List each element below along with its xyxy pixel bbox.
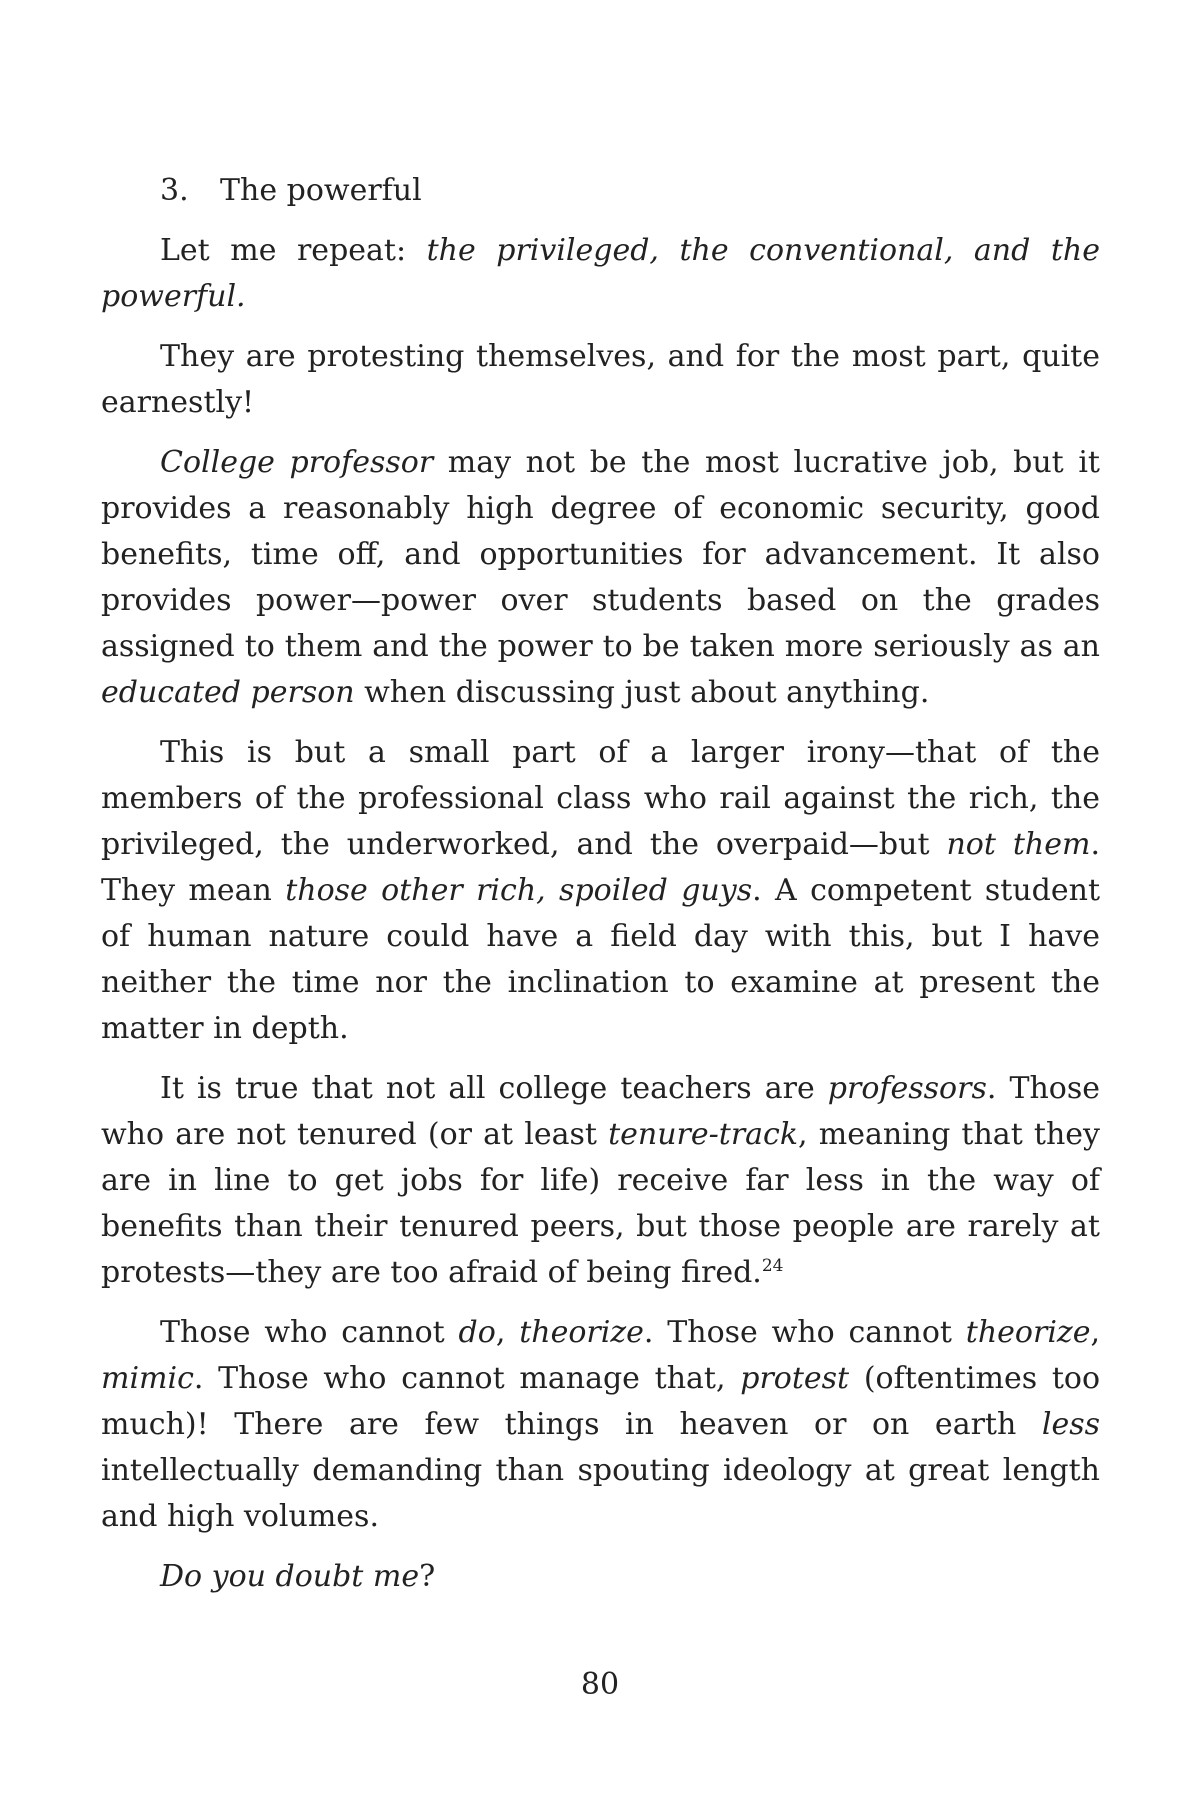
text-run: They are protesting themselves, and for the most part, quite earnestly!	[101, 339, 1100, 420]
paragraph-1	[101, 228, 1100, 320]
italic-run: less	[1041, 1407, 1100, 1442]
text-run: Those who cannot	[160, 1315, 459, 1350]
text-run: ,	[1090, 1315, 1101, 1350]
italic-run: Do you doubt me	[160, 1559, 420, 1594]
paragraph-2	[101, 334, 1100, 426]
italic-run: those other rich, spoiled guys	[285, 873, 753, 908]
text-run: This is but a small part of a larger irony—that of the members of the professional class who rail against the rich, the privileged, the underworked, and the overpaid—but	[101, 735, 1100, 862]
italic-run: do	[458, 1315, 496, 1350]
italic-run: not them	[946, 827, 1091, 862]
text-run: when discussing just about anything.	[354, 675, 930, 710]
text-run: It is true that not all college teachers are	[160, 1071, 828, 1106]
text-run: (oftentimes too much)! There are few things in heaven or on earth	[101, 1361, 1101, 1442]
italic-run: tenure-track	[608, 1117, 799, 1152]
text-run: Let me repeat:	[160, 233, 427, 268]
text-run: ?	[419, 1559, 436, 1594]
text-run: ,	[495, 1315, 520, 1350]
text-run: . Those who are not tenured (or at least	[101, 1071, 1100, 1152]
italic-run: the privileged, the conventional, and the powerful.	[101, 233, 1100, 314]
paragraph-4	[101, 730, 1100, 1052]
text-run: . They mean	[101, 827, 1100, 908]
paragraph-7	[101, 1554, 1100, 1600]
page-number: 80	[580, 1667, 620, 1702]
italic-run: mimic	[101, 1361, 194, 1396]
italic-run: theorize	[519, 1315, 644, 1350]
text-run: , meaning that they are in line to get jobs for life) receive far less in the way of benefits than their tenured peers, but those people are rarely at protests—they are too afraid of being fired.	[101, 1117, 1100, 1290]
list-item-number: 3.	[160, 173, 189, 208]
list-item	[101, 168, 1100, 214]
footnote-reference[interactable]: 24	[761, 1256, 784, 1276]
text-run: intellectually demanding than spouting ideology at great length and high volumes.	[101, 1453, 1100, 1534]
list-item-text: The powerful	[220, 173, 422, 208]
paragraph-6	[101, 1310, 1100, 1540]
paragraph-3	[101, 440, 1100, 716]
text-run: . Those who cannot manage that,	[193, 1361, 741, 1396]
italic-run: College professor	[160, 445, 434, 480]
text-run: may not be the most lucrative job, but it provides a reasonably high degree of economic security, good benefits, time off, and opportunities for advancement. It also provides power—power over students based on the grades assigned to them and the power to be taken more seriously as an	[101, 445, 1100, 664]
italic-run: educated person	[101, 675, 355, 710]
text-run: . A competent student of human nature could have a field day with this, but I have neither the time nor the inclination to examine at present the matter in depth.	[101, 873, 1101, 1046]
text-run: . Those who cannot	[643, 1315, 966, 1350]
page-body	[101, 168, 1100, 1614]
italic-run: theorize	[965, 1315, 1091, 1350]
italic-run: protest	[740, 1361, 850, 1396]
paragraph-5	[101, 1066, 1100, 1296]
italic-run: professors	[827, 1071, 987, 1106]
